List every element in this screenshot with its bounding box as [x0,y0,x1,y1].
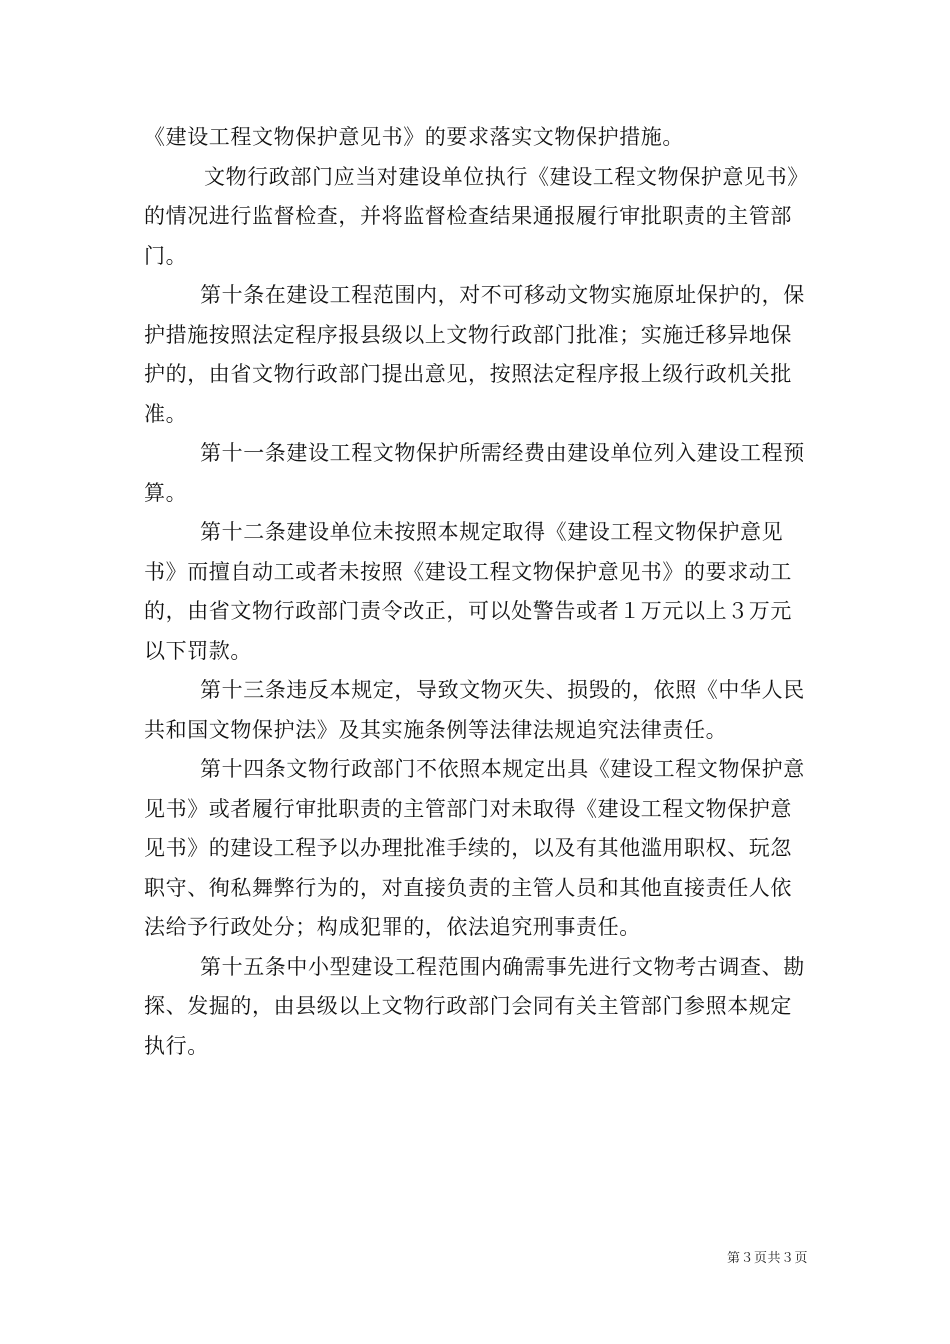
paragraph-article-15: 第十五条中小型建设工程范围内确需事先进行文物考古调查、勘探、发掘的，由县级以上文物行政部门会同有关主管部门参照本规定执行。 [144,954,805,1058]
document-body [144,118,812,1066]
paragraph-article-11: 第十一条建设工程文物保护所需经费由建设单位列入建设工程预算。 [144,441,805,505]
paragraph-article-13: 第十三条违反本规定，导致文物灭失、损毁的，依照《中华人民共和国文物保护法》及其实施条例等法律法规追究法律责任。 [144,678,805,742]
paragraph-continuation: 《建设工程文物保护意见书》的要求落实文物保护措施。 [144,125,684,149]
paragraph-article-14: 第十四条文物行政部门不依照本规定出具《建设工程文物保护意见书》或者履行审批职责的主管部门对未取得《建设工程文物保护意见书》的建设工程予以办理批准手续的，以及有其他滥用职权、玩忽职守、徇私舞弊行为的，对直接负责的主管人员和其他直接责任人依法给予行政处分；构成犯罪的，依法追究刑事责任。 [144,757,805,939]
paragraph-article-10: 第十条在建设工程范围内，对不可移动文物实施原址保护的，保护措施按照法定程序报县级以上文物行政部门批准；实施迁移异地保护的，由省文物行政部门提出意见，按照法定程序报上级行政机关批准。 [144,283,805,426]
paragraph-supervision: 文物行政部门应当对建设单位执行《建设工程文物保护意见书》的情况进行监督检查，并将监督检查结果通报履行审批职责的主管部门。 [144,164,809,268]
paragraph-article-12: 第十二条建设单位未按照本规定取得《建设工程文物保护意见书》而擅自动工或者未按照《建设工程文物保护意见书》的要求动工的，由省文物行政部门责令改正，可以处警告或者１万元以上３万元以下罚款。 [144,520,792,663]
page-number: 第３页共３页 [726,1251,808,1266]
